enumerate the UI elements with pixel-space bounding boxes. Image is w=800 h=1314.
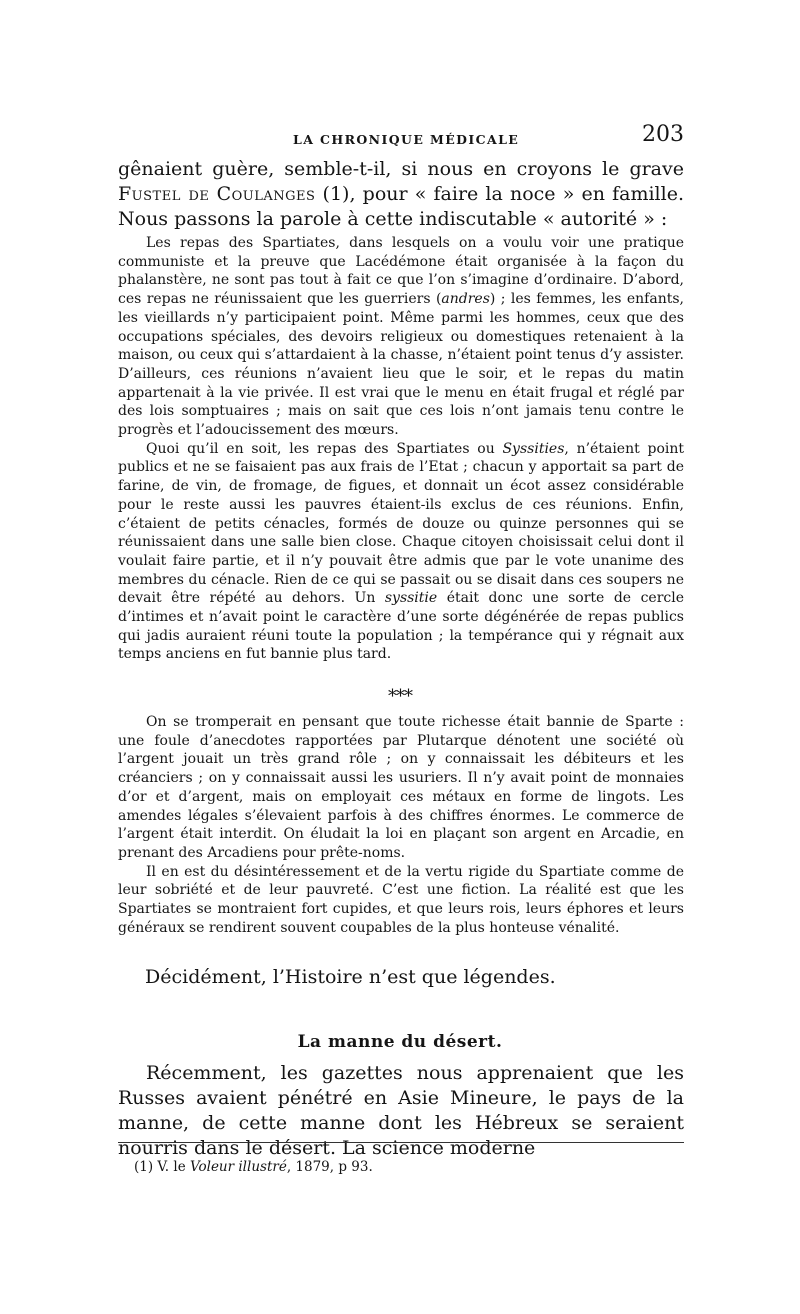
- manna-paragraph: Récemment, les gazettes nous apprenaient que les Russes avaient pénétré en Asie Mineure, le pays de la manne, de cette manne dont les Hébreux se seraient nourris dans le désert. La science moderne: [118, 1062, 684, 1159]
- footnote-suffix: , 1879, p 93.: [286, 1159, 373, 1175]
- footnote-publication: Voleur illustré: [189, 1159, 287, 1175]
- greek-term-andres: andres: [441, 291, 490, 308]
- running-title: LA CHRONIQUE MÉDICALE: [293, 132, 520, 147]
- term-syssities: Syssities: [502, 440, 565, 457]
- term-syssitie: syssitie: [384, 590, 438, 607]
- opening-paragraph: [118, 157, 684, 232]
- footnote-divider: [118, 1142, 684, 1143]
- quote-text: Quoi qu’il en soit, les repas des Spartiates ou: [146, 440, 503, 457]
- body-paragraph: On se tromperait en pensant que toute richesse était bannie de Sparte : une foule d’anecdotes rapportées par Plutarque dénotent une société où l’argent jouait un très grand rôle ; on y connaissait les débiteurs et les créanciers ; on y connaissait aussi les usuriers. Il n’y avait point de monnaies d’or et d’argent, mais on employait ces métaux en forme de lingots. Les amendes légales s’élevaient parfois à des chiffres énormes. Le commerce de l’argent était interdit. On éludait la loi en plaçant son argent en Arcadie, en prenant des Arcadiens pour prête-noms.: [118, 714, 684, 861]
- footnote: [134, 1159, 373, 1175]
- second-section: [118, 713, 684, 937]
- quote-paragraph: [118, 234, 684, 440]
- conclusion-sentence: Décidément, l’Histoire n’est que légendes.: [145, 966, 556, 988]
- quote-paragraph: [118, 440, 684, 664]
- section-separator: ***: [388, 686, 412, 707]
- quote-text: Les repas des Spartiates, dans lesquels on a voulu voir une pratique communiste et la preuve que Lacédémone était organisée à la façon du phalanstère, ne sont pas tout à fait ce que l’on s’imagine d’ordinaire. D’abord, ces repas ne réunissaient que les guerriers (: [118, 235, 684, 308]
- author-name-first-line: Fustel de: [118, 183, 210, 205]
- author-name-second-line: Coulanges: [216, 183, 316, 205]
- section-title: La manne du désert.: [297, 1032, 503, 1053]
- body-paragraph: Il en est du désintéressement et de la vertu rigide du Spartiate comme de leur sobriété et de leur pauvreté. C’est une fiction. La réalité est que les Spartiates se montraient fort cupides, et que leurs rois, leurs éphores et leurs généraux se rendirent souvent coupables de la plus honteuse vénalité.: [118, 863, 684, 936]
- quoted-passage: [118, 234, 684, 664]
- opening-text: gênaient guère, semble-t-il, si nous en croyons le grave: [118, 158, 684, 180]
- footnote-prefix: (1) V. le: [134, 1159, 190, 1175]
- quote-text: était donc une sorte de cercle d’intimes et n’avait point le caractère d’une sorte dégénérée de repas publics qui jadis auraient réuni toute la population ; la tempérance qui y régnait aux temps anciens en fut bannie plus tard.: [118, 590, 685, 663]
- page-number: 203: [642, 122, 684, 147]
- opening-text-continued: , pour « faire la noce » en famille. Nous passons la parole à cette indiscutable « autorité » :: [118, 183, 684, 230]
- quote-text: , n’étaient point publics et ne se faisaient pas aux frais de l’Etat ; chacun y apportait sa part de farine, de vin, de fromage, de figues, et donnait un écot assez considérable pour le reste aussi les pauvres étaient-ils exclus de ces réunions. Enfin, c’étaient de petits cénacles, formés de douze ou quinze personnes qui se réunissaient dans une salle bien close. Chaque citoyen choisissait celui dont il voulait faire partie, et il n’y pouvait être admis que par le vote unanime des membres du cénacle. Rien de ce qui se passait ou se disait dans ces soupers ne devait être répété au dehors. Un: [118, 440, 684, 607]
- running-head: [118, 122, 684, 152]
- quote-text: ) ; les femmes, les enfants, les vieillards n’y participaient point. Même parmi les hommes, ceux que des occupations spéciales, des devoirs religieux ou domestiques retenaient à la maison, ou ceux qui s’attardaient à la chasse, n’étaient point tenus d’y assister. D’ailleurs, ces réunions n’avaient lieu que le soir, et le repas du matin appartenait à la vie privée. Il est vrai que le menu en était frugal et réglé par des lois somptuaires ; mais on sait que ces lois n’ont jamais tenu contre le progrès et l’adoucissement des mœurs.: [118, 291, 684, 439]
- footnote-reference: (1): [315, 183, 350, 205]
